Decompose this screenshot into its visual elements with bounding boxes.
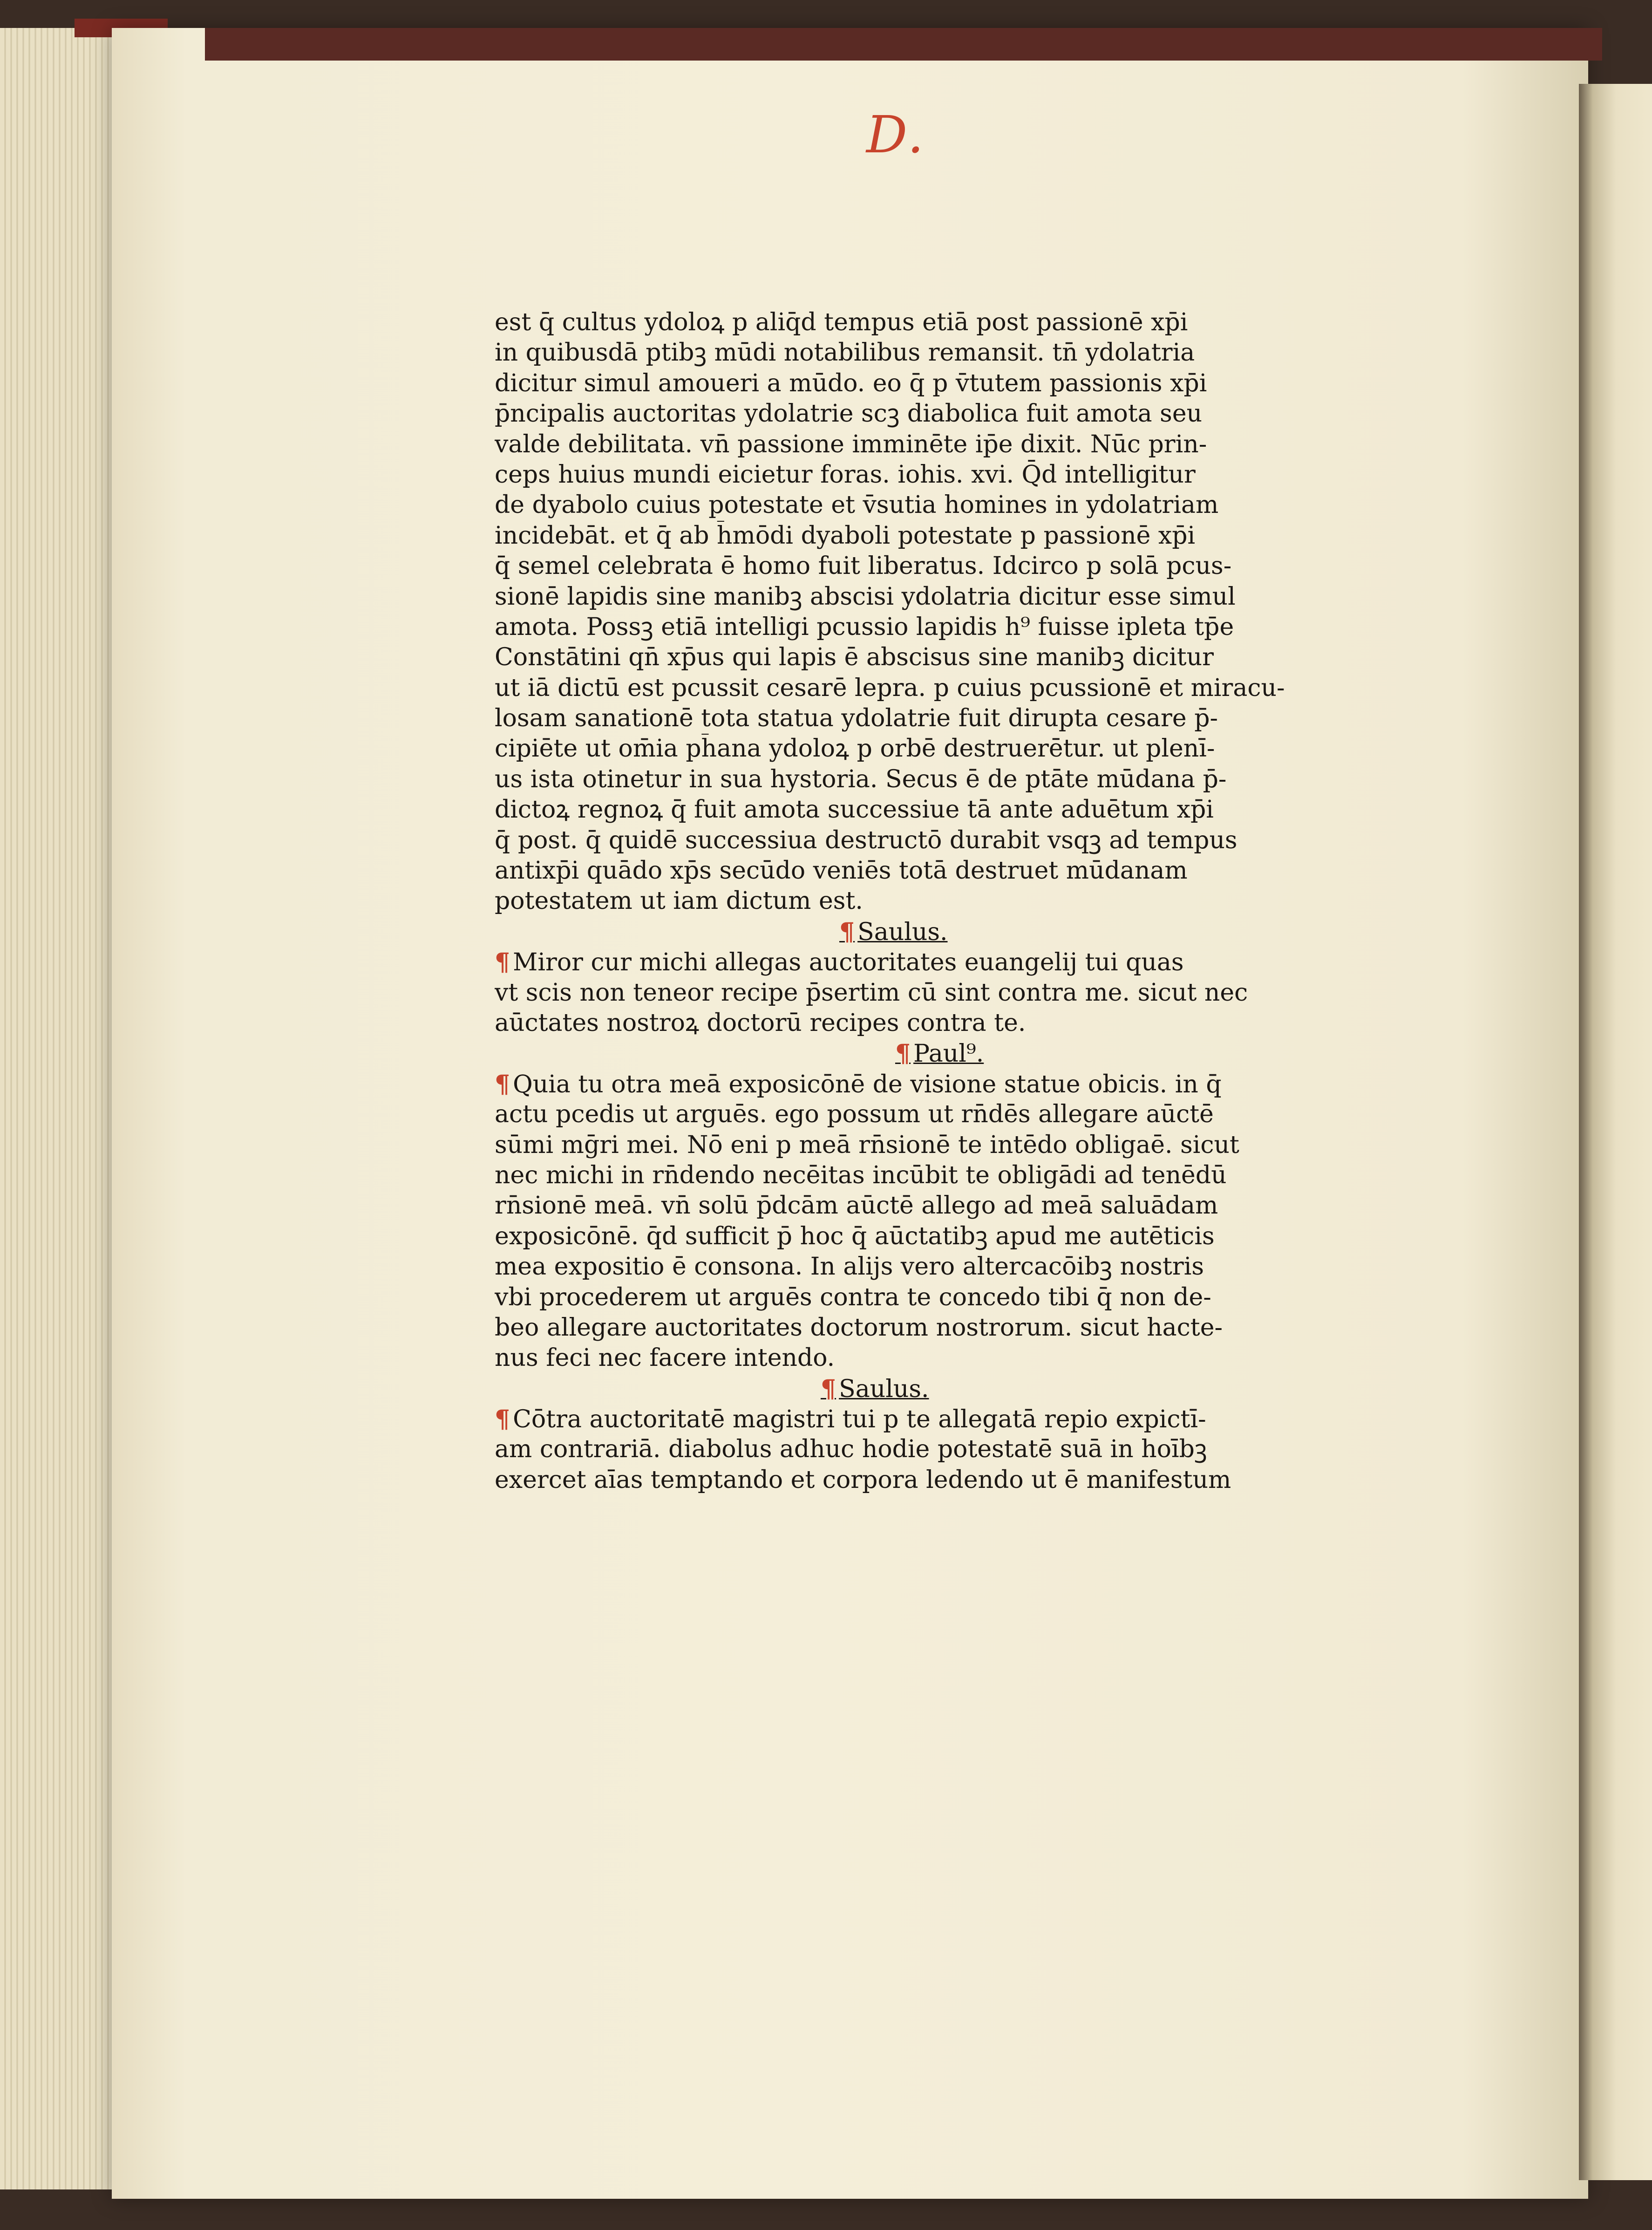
text-line	[495, 1069, 1370, 1099]
text-line: losam sanationē tota statua ydolatrie fuit dirupta cesare p̄-	[495, 704, 1218, 733]
speaker-heading-paulus	[495, 1038, 1370, 1069]
text-line: p̄ncipalis auctoritas ydolatrie scꝫ diabolica fuit amota seu	[495, 400, 1203, 428]
text-line: dicitur simul amoueri a mūdo. eo q̄ p v̄tutem passionis xp̄i	[495, 369, 1207, 397]
text-line: nec michi in rn̄dendo necēitas incūbit te obligādi ad tenēdū	[495, 1161, 1227, 1189]
rubric-mark-icon: ¶	[495, 1405, 510, 1434]
text-line: potestatem ut iam dictum est.	[495, 887, 863, 915]
text-line: us ista otinetur in sua hystoria. Secus ē de ptāte mūdana p̄-	[495, 765, 1227, 793]
speaker-name: Saulus.	[857, 918, 948, 946]
text-line: valde debilitata. vn̄ passione imminēte ip̄e dixit. Nūc prin-	[495, 430, 1207, 458]
page-top-shadow	[205, 28, 1602, 61]
text-span: Quia tu otra meā exposicōnē de visione statue obicis. in q̄	[513, 1070, 1222, 1098]
text-line: am contrariā. diabolus adhuc hodie potestatē suā in hoībꝫ	[495, 1435, 1207, 1464]
speaker-name: Saulus.	[839, 1375, 929, 1403]
text-line: Constātini qn̄ xp̄us qui lapis ē abscisus sine manibꝫ dicitur	[495, 643, 1214, 672]
text-line: vbi procederem ut arguēs contra te concedo tibi q̄ non de-	[495, 1283, 1211, 1311]
folio-signature: D.	[866, 105, 926, 164]
text-line	[495, 1404, 1370, 1434]
text-line: sūmi mḡri mei. Nō eni p meā rn̄sionē te intēdo obligaē. sicut	[495, 1131, 1239, 1159]
text-line: in quibusdā ptibꝫ mūdi notabilibus remansit. tn̄ ydolatria	[495, 339, 1195, 367]
page-text	[495, 307, 1370, 1495]
text-line: aūctates nostroꝝ doctorū recipes contra te.	[495, 1009, 1026, 1037]
text-line: beo allegare auctoritates doctorum nostrorum. sicut hacte-	[495, 1313, 1223, 1342]
right-page-edge	[1579, 84, 1652, 2180]
text-line: incidebāt. et q̄ ab h̄mōdi dyaboli potestate p passionē xp̄i	[495, 521, 1196, 550]
speaker-heading-saulus	[495, 917, 1370, 947]
text-line: nus feci nec facere intendo.	[495, 1344, 835, 1372]
speaker-name: Paul⁹.	[913, 1040, 984, 1068]
text-line: mea expositio ē consona. In alijs vero altercacōibꝫ nostris	[495, 1253, 1204, 1281]
text-line: actu pcedis ut arguēs. ego possum ut rn̄dēs allegare aūctē	[495, 1100, 1214, 1129]
rubric-mark-icon: ¶	[495, 1070, 510, 1098]
text-line: est q̄ cultus ydoloꝝ p aliq̄d tempus etiā post passionē xp̄i	[495, 308, 1188, 336]
text-line: q̄ semel celebrata ē homo fuit liberatus. Idcirco p solā pcus-	[495, 552, 1232, 580]
rubric-mark-icon: ¶	[821, 1374, 836, 1403]
text-line: rn̄sionē meā. vn̄ solū p̄dcām aūctē allego ad meā saluādam	[495, 1192, 1218, 1220]
text-span: Cōtra auctoritatē magistri tui p te allegatā repio expictī-	[513, 1405, 1206, 1434]
text-line: dictoꝝ regnoꝝ q̄ fuit amota successiue tā ante aduētum xp̄i	[495, 796, 1214, 824]
text-line: ceps huius mundi eicietur foras. iohis. xvi. Q̄d intelligitur	[495, 460, 1196, 489]
text-line: exercet aīas temptando et corpora ledendo ut ē manifestum	[495, 1466, 1231, 1494]
text-line: de dyabolo cuius potestate et v̄sutia homines in ydolatriam	[495, 491, 1219, 519]
text-span: Miror cur michi allegas auctoritates euangelij tui quas	[513, 948, 1184, 977]
text-line: cipiēte ut om̄ia ph̄ana ydoloꝝ p orbē destruerētur. ut plenī-	[495, 735, 1215, 763]
text-line: sionē lapidis sine manibꝫ abscisi ydolatria dicitur esse simul	[495, 582, 1236, 611]
text-line: ut iā dictū est pcussit cesarē lepra. p cuius pcussionē et miracu-	[495, 674, 1285, 702]
text-line: q̄ post. q̄ quidē successiua destructō durabit vsqꝫ ad tempus	[495, 826, 1237, 854]
rubric-mark-icon: ¶	[895, 1039, 911, 1068]
rubric-mark-icon: ¶	[839, 917, 855, 946]
text-line: vt scis non teneor recipe p̄sertim cū sint contra me. sicut nec	[495, 978, 1248, 1007]
text-line: amota. Possꝫ etiā intelligi pcussio lapidis h⁹ fuisse ipleta tp̄e	[495, 613, 1234, 641]
text-line: exposicōnē. q̄d sufficit p̄ hoc q̄ aūctatibꝫ apud me autēticis	[495, 1222, 1215, 1250]
speaker-heading-saulus	[495, 1374, 1370, 1404]
text-line	[495, 947, 1370, 977]
text-line: antixp̄i quādo xp̄s secūdo veniēs totā destruet mūdanam	[495, 857, 1188, 885]
rubric-mark-icon: ¶	[495, 948, 510, 977]
